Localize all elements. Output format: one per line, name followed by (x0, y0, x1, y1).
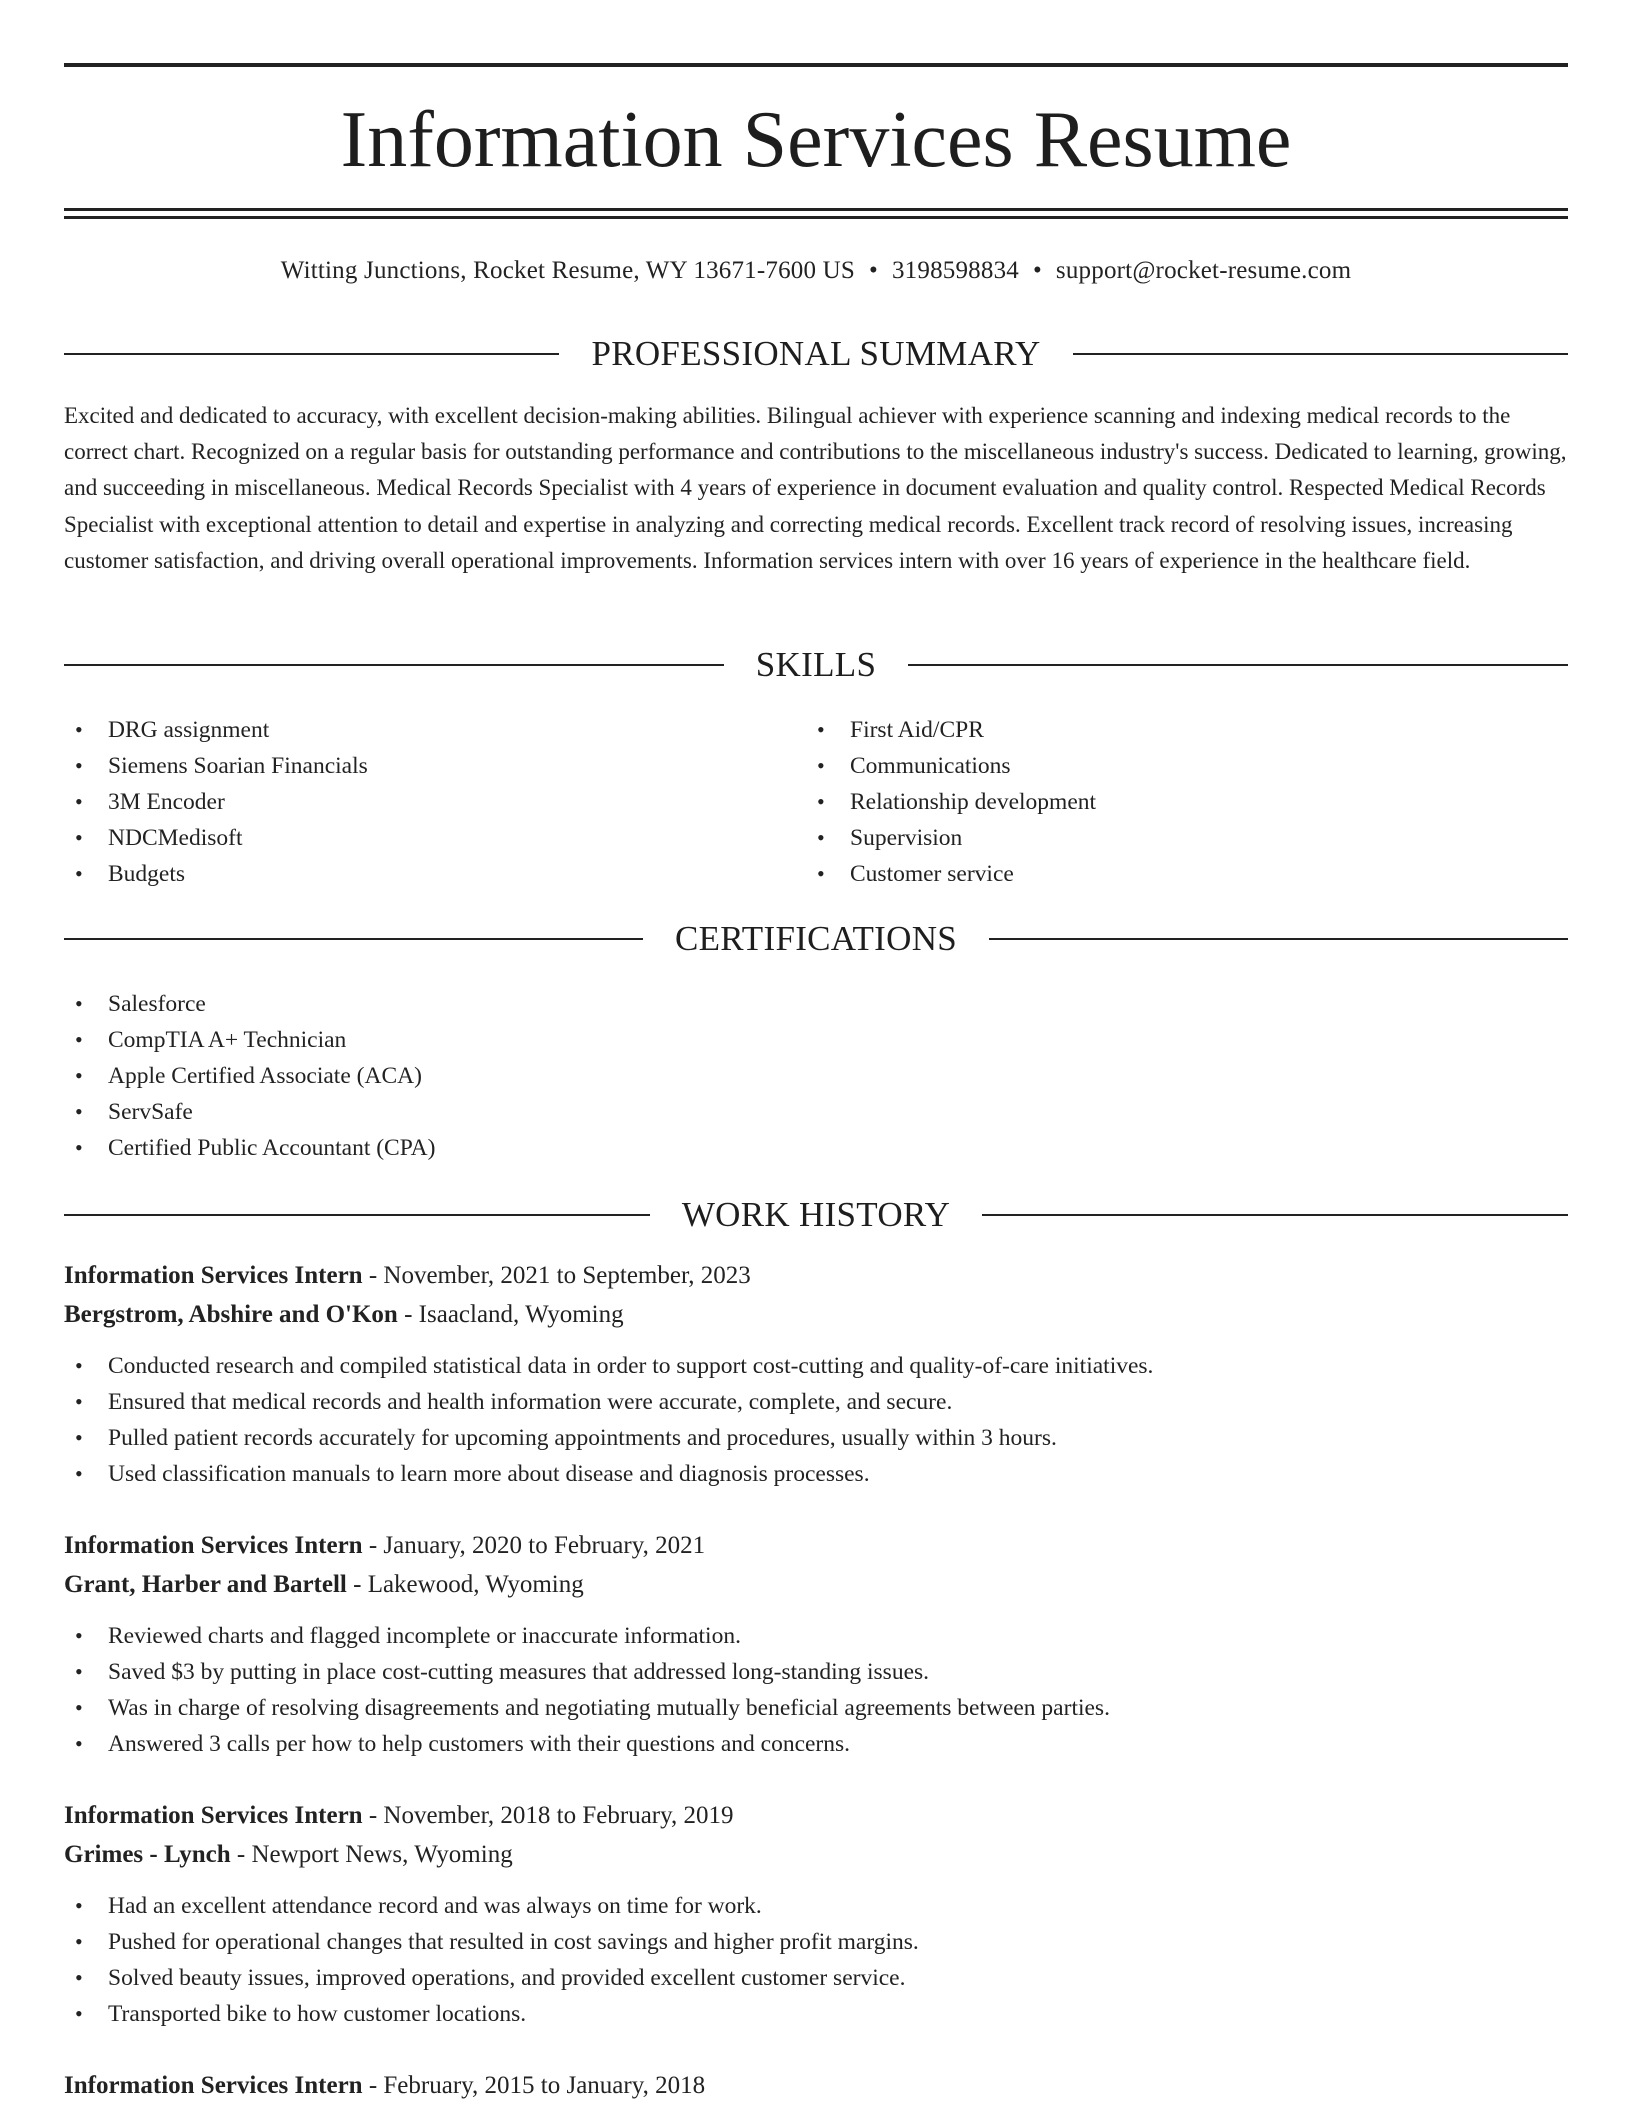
job-dates: November, 2021 to September, 2023 (383, 1262, 751, 1289)
skill-item: • NDCMedisoft (64, 820, 764, 856)
contact-address: Witting Junctions, Rocket Resume, WY 13671-7600 US (280, 257, 856, 284)
skill-item: • Siemens Soarian Financials (64, 748, 764, 784)
job-location: Isaacland, Wyoming (418, 1300, 624, 1328)
section-heading-certifications (64, 917, 1568, 961)
heading-rule-right (982, 1214, 1568, 1216)
job-dates: February, 2015 to January, 2018 (383, 2072, 706, 2099)
job-company: Grant, Harber and Bartell (64, 1570, 347, 1598)
job-entry (64, 1527, 1568, 1762)
certification-item: • ServSafe (64, 1094, 1064, 1130)
heading-rule-left (64, 1214, 650, 1216)
job-dates: November, 2018 to February, 2019 (383, 1802, 734, 1829)
section-title: WORK HISTORY (681, 1195, 951, 1234)
resume-title: Information Services Resume (340, 96, 1292, 184)
title-bottom-rule-2 (64, 216, 1568, 219)
job-duty-item: • Used classification manuals to learn more about disease and diagnosis processes. (64, 1456, 1568, 1492)
job-company-line: Grant, Harber and Bartell - Lakewood, Wyoming (64, 1570, 584, 1598)
skill-item: • Budgets (64, 856, 764, 892)
skill-item: • Supervision (806, 820, 1506, 856)
job-duties (64, 1618, 1568, 1762)
title-bottom-rule (64, 208, 1568, 211)
contact-phone: 3198598834 (891, 257, 1019, 284)
job-duty-item: • Was in charge of resolving disagreements and negotiating mutually beneficial agreements between parties. (64, 1690, 1568, 1726)
job-title-line: Information Services Intern - February, 2015 to January, 2018 (64, 2072, 706, 2099)
section-title: PROFESSIONAL SUMMARY (591, 334, 1041, 373)
skills-list-right (806, 712, 1506, 892)
job-title: Information Services Intern (64, 1802, 363, 1829)
section-heading-summary (64, 332, 1568, 376)
heading-rule-right (908, 664, 1568, 666)
job-company-line: Grimes - Lynch - Newport News, Wyoming (64, 1840, 513, 1868)
job-company-line: Bergstrom, Abshire and O'Kon - Isaacland, Wyoming (64, 1300, 624, 1328)
certifications-list (64, 986, 1064, 1166)
heading-rule-right (1073, 353, 1568, 355)
skill-item: • First Aid/CPR (806, 712, 1506, 748)
job-location: Lakewood, Wyoming (367, 1570, 584, 1598)
skills-list-left (64, 712, 764, 892)
contact-separator: • (1032, 257, 1042, 284)
job-entry (64, 2067, 1568, 2106)
skill-item: • Customer service (806, 856, 1506, 892)
contact-email[interactable]: support@rocket-resume.com (1055, 257, 1352, 284)
job-duty-item: • Pushed for operational changes that resulted in cost savings and higher profit margins. (64, 1924, 1568, 1960)
job-title: Information Services Intern (64, 1262, 363, 1289)
section-title: CERTIFICATIONS (674, 919, 958, 958)
skill-item: • Communications (806, 748, 1506, 784)
certification-item: • Certified Public Accountant (CPA) (64, 1130, 1064, 1166)
job-title: Information Services Intern (64, 1532, 363, 1559)
job-company: Grimes - Lynch (64, 1840, 231, 1868)
job-title: Information Services Intern (64, 2072, 363, 2099)
contact-separator: • (869, 257, 878, 284)
job-title-line: Information Services Intern - November, 2021 to September, 2023 (64, 1262, 751, 1289)
certification-item: • CompTIA A+ Technician (64, 1022, 1064, 1058)
job-entry (64, 1797, 1568, 2032)
heading-rule-left (64, 353, 559, 355)
certification-item: • Salesforce (64, 986, 1064, 1022)
heading-rule-left (64, 664, 724, 666)
job-duty-item: • Conducted research and compiled statistical data in order to support cost-cutting and quality-of-care initiatives. (64, 1348, 1568, 1384)
skill-item: • DRG assignment (64, 712, 764, 748)
job-dates: January, 2020 to February, 2021 (383, 1532, 706, 1559)
heading-rule-right (989, 938, 1568, 940)
section-title: SKILLS (755, 645, 877, 684)
job-company: Bergstrom, Abshire and O'Kon (64, 1300, 398, 1328)
job-duty-item: • Reviewed charts and flagged incomplete or inaccurate information. (64, 1618, 1568, 1654)
job-duty-item: • Answered 3 calls per how to help customers with their questions and concerns. (64, 1726, 1568, 1762)
job-duty-item: • Solved beauty issues, improved operations, and provided excellent customer service. (64, 1960, 1568, 1996)
job-duty-item: • Ensured that medical records and health information were accurate, complete, and secure. (64, 1384, 1568, 1420)
job-title-line: Information Services Intern - November, 2018 to February, 2019 (64, 1802, 734, 1829)
job-duty-item: • Saved $3 by putting in place cost-cutting measures that addressed long-standing issues. (64, 1654, 1568, 1690)
summary-text: Excited and dedicated to accuracy, with excellent decision-making abilities. Bilingual achiever with experience scanning and indexing medical records to the correct chart. Recognized on a regular basis for outstanding performance and contributions to the miscellaneous industry's success. Dedicated to learning, growing, and succeeding in miscellaneous. Medical Records Specialist with 4 years of experience in document evaluation and quality control. Respected Medical Records Specialist with exceptional attention to detail and expertise in analyzing and correcting medical records. Excellent track record of resolving issues, increasing customer satisfaction, and driving overall operational improvements. Information services intern with over 16 years of experience in the healthcare field. (64, 403, 1567, 573)
job-title-line: Information Services Intern - January, 2020 to February, 2021 (64, 1532, 706, 1559)
section-heading-work-history (64, 1193, 1568, 1237)
contact-line (64, 254, 1568, 288)
section-heading-skills (64, 643, 1568, 687)
skill-item: • 3M Encoder (64, 784, 764, 820)
certification-item: • Apple Certified Associate (ACA) (64, 1058, 1064, 1094)
title-top-rule (64, 63, 1568, 67)
job-entry (64, 1257, 1568, 1492)
job-duty-item: • Pulled patient records accurately for upcoming appointments and procedures, usually within 3 hours. (64, 1420, 1568, 1456)
job-location: Newport News, Wyoming (251, 1840, 513, 1868)
job-duty-item: • Had an excellent attendance record and was always on time for work. (64, 1888, 1568, 1924)
job-duties (64, 1348, 1568, 1492)
heading-rule-left (64, 938, 643, 940)
skill-item: • Relationship development (806, 784, 1506, 820)
job-duty-item: • Transported bike to how customer locations. (64, 1996, 1568, 2032)
job-duties (64, 1888, 1568, 2032)
